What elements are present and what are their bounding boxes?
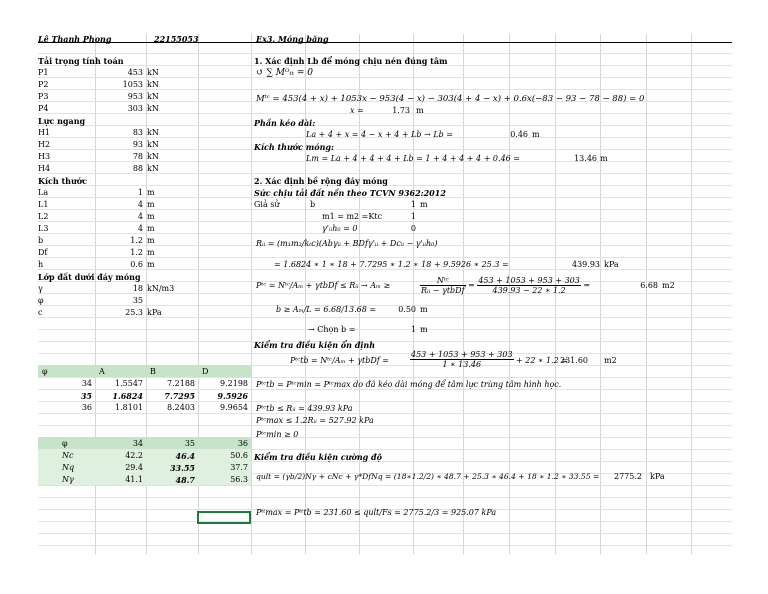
load-key: P4: [38, 104, 49, 113]
table1-header: [38, 365, 251, 377]
bmin-eq: b ≥ Aₘ/L = 6.68/13.68 =: [276, 305, 377, 314]
dim-value: 4: [137, 224, 143, 233]
qult-unit: kPa: [650, 472, 665, 481]
am-frac-den: Rᵢᵢ − γtbDf: [421, 286, 465, 295]
sec3-title: Kiểm tra điều kiện ổn định: [254, 340, 376, 350]
horizontal-title: Lực ngang: [38, 116, 86, 126]
table1-head: A: [99, 367, 105, 376]
table1-head: B: [150, 367, 156, 376]
table2-head: φ: [62, 439, 68, 448]
h-key: H2: [38, 140, 51, 149]
h-value: 83: [132, 128, 143, 137]
table1-head: φ: [42, 367, 48, 376]
load-unit: kN: [147, 104, 159, 113]
loads-title: Tải trọng tính toán: [38, 56, 124, 66]
sec4-title: Kiểm tra điều kiện cường độ: [254, 452, 382, 462]
table1-cell: 9.2198: [220, 379, 248, 388]
table2-cell: Nq: [62, 463, 75, 472]
am-lhs: Pᵗᶜ = Nᵗᶜ/Aₘ + γtbDf ≤ Rᵢᵢ → Aₘ ≥: [256, 281, 391, 290]
table2-cell: 37.7: [230, 463, 248, 472]
soil-value: 18: [132, 284, 143, 293]
soil-unit: kPa: [147, 308, 162, 317]
rii-unit: kPa: [604, 260, 619, 269]
table1-cell: 35: [80, 391, 92, 401]
table2-cell: 50.6: [230, 451, 248, 460]
load-value: 953: [127, 92, 143, 101]
h-unit: kN: [147, 164, 159, 173]
am-formula: $\frac{\text{Nᵗᶜ}}{\text{Rᵢᵢ − γtbDf}}$ = $\frac{453 + 1053 + 953 + 303}{439.93 - 22 ∗ 1.2}$ =: [421, 276, 591, 295]
h-value: 88: [132, 164, 143, 173]
rii-formula: Rᵢᵢ = (m₁m₂/kₜc)(Abγᵢᵢ + BDfγ'ᵢᵢ + Dcᵢᵢ − γ'ᵢᵢh₀): [256, 239, 438, 248]
load-key: P3: [38, 92, 49, 101]
load-unit: kN: [147, 92, 159, 101]
am-den: 439.93 − 22 ∗ 1.2: [492, 286, 566, 295]
table1-cell: 1.8101: [115, 403, 143, 412]
load-value: 453: [127, 68, 143, 77]
gh-value: 0: [410, 224, 416, 233]
table2-head: 36: [237, 439, 248, 448]
check-3: Pᵗᶜmin ≥ 0: [256, 430, 299, 439]
b-label: b: [310, 200, 316, 209]
table2-cell: 48.7: [175, 475, 195, 485]
h-unit: kN: [147, 128, 159, 137]
lb-value: 0.46: [510, 130, 528, 139]
table2-cell: Nc: [62, 451, 74, 460]
exercise-title: Ex3. Móng băng: [256, 34, 329, 44]
x-label: x =: [350, 106, 364, 115]
rii-calc: = 1.6824 ∗ 1 ∗ 18 + 7.7295 ∗ 1.2 ∗ 18 + 9.5926 ∗ 25.3 =: [274, 260, 509, 269]
table2-head: 34: [132, 439, 143, 448]
dim-unit: m: [147, 188, 155, 197]
soil-key: c: [38, 308, 43, 317]
dim-key: h: [38, 260, 44, 269]
load-unit: kN: [147, 68, 159, 77]
b-assumed-unit: m: [420, 200, 428, 209]
x-value: 1.73: [392, 106, 410, 115]
dims-title: Kích thước: [38, 176, 87, 186]
table1-cell: 36: [81, 403, 92, 412]
dim-unit: m: [147, 212, 155, 221]
author-name: Lê Thanh Phong: [38, 34, 112, 44]
ptb-num: 453 + 1053 + 953 + 303: [411, 350, 513, 359]
table1-cell: 34: [81, 379, 92, 388]
gh-label: γ'ᵢᵢh₀ = 0: [322, 224, 358, 233]
qult-value: 2775.2: [614, 472, 642, 481]
moment-eq: ↺ ∑ Mᴼₜₜ = 0: [256, 68, 313, 78]
overhang-eq: La + 4 + x = 4 − x + 4 + Lb → Lb =: [306, 130, 454, 139]
table1-cell: 7.2188: [167, 379, 195, 388]
check-1: Pᵗᶜtb ≤ Rᵢᵢ = 439.93 kPa: [256, 404, 353, 413]
spreadsheet: [38, 34, 732, 554]
table1-cell: 1.6824: [112, 391, 143, 401]
ptb-lhs: Pᵗᶜtb = Nᵗᶜ/Aₘ + γtbDf =: [290, 356, 389, 365]
table2-cell: 42.2: [125, 451, 143, 460]
table2-head: 35: [184, 439, 195, 448]
sec2-subtitle: Sức chịu tải đất nền theo TCVN 9362:2012: [254, 188, 446, 198]
load-value: 1053: [122, 80, 143, 89]
load-key: P2: [38, 80, 49, 89]
am-value: 6.68: [640, 281, 658, 290]
soil-key: γ: [38, 284, 43, 293]
soil-key: φ: [38, 296, 44, 305]
table1-cell: 9.5926: [217, 391, 248, 401]
ptb-tail: + 22 ∗ 1.2 =: [516, 356, 568, 365]
lm-value: 13.46: [574, 154, 597, 163]
load-key: P1: [38, 68, 49, 77]
check-2: Pᵗᶜmax ≤ 1.2Rᵢᵢ = 527.92 kPa: [256, 416, 374, 425]
size-title: Kích thước móng:: [254, 142, 334, 152]
table2-cell: 46.4: [175, 451, 195, 461]
soil-unit: kN/m3: [147, 284, 175, 293]
dim-key: b: [38, 236, 44, 245]
student-id: 22155053: [154, 34, 199, 44]
assume-label: Giả sử: [254, 200, 280, 209]
bmin-value: 0.50: [398, 305, 416, 314]
table2-cell: 33.55: [169, 463, 195, 473]
h-key: H1: [38, 128, 51, 137]
rii-value: 439.93: [572, 260, 600, 269]
dim-unit: m: [147, 224, 155, 233]
h-value: 93: [132, 140, 143, 149]
equality-note: Pᵗᶜtb = Pᵗᶜmin = Pᵗᶜmax do đã kéo dài móng để tâm lực trùng tâm hình học.: [256, 380, 562, 389]
dim-value: 1: [137, 188, 143, 197]
load-unit: kN: [147, 80, 159, 89]
x-unit: m: [416, 106, 424, 115]
table1-head: D: [202, 367, 209, 376]
soil-value: 25.3: [125, 308, 143, 317]
soil-title: Lớp đất dưới đáy móng: [38, 272, 141, 282]
dim-value: 4: [137, 212, 143, 221]
b-assumed: 1: [410, 200, 416, 209]
table1-cell: 1.5547: [115, 379, 143, 388]
ptb-fraction: [410, 350, 514, 369]
qult-eq: qult = (γb/2)Nγ + cNc + γ*DfNq = (18∗1.2/2) ∗ 48.7 + 25.3 ∗ 46.4 + 18 ∗ 1.2 ∗ 33.55 =: [256, 472, 600, 481]
size-eq: Lm = La + 4 + 4 + 4 + Lb = 1 + 4 + 4 + 4 + 0.46 =: [306, 154, 520, 163]
m-value: 1: [410, 212, 416, 221]
dim-value: 1.2: [130, 236, 143, 245]
h-unit: kN: [147, 140, 159, 149]
table1-cell: 9.9654: [220, 403, 248, 412]
table2-cell: Nγ: [62, 475, 74, 484]
table1-cell: 7.7295: [164, 391, 195, 401]
dim-key: La: [38, 188, 49, 197]
dim-unit: m: [147, 248, 155, 257]
dim-value: 0.6: [130, 260, 143, 269]
dim-value: 4: [137, 200, 143, 209]
selected-cell[interactable]: [197, 511, 251, 524]
table2-cell: 29.4: [125, 463, 143, 472]
am-frac-num: Nᵗᶜ: [420, 276, 466, 286]
choose-value: 1: [410, 325, 416, 334]
overhang-title: Phần kéo dài:: [254, 118, 316, 128]
ptb-unit: m2: [604, 356, 617, 365]
am-unit: m2: [662, 281, 675, 290]
sec2-title: 2. Xác định bề rộng đáy móng: [254, 176, 388, 186]
choose-unit: m: [420, 325, 428, 334]
h-key: H3: [38, 152, 51, 161]
lm-unit: m: [600, 154, 608, 163]
choose-label: → Chọn b =: [308, 325, 356, 334]
am-num: 453 + 1053 + 953 + 303: [478, 276, 580, 285]
lb-unit: m: [532, 130, 540, 139]
dim-key: L2: [38, 212, 49, 221]
m-label: m1 = m2 =Ktc: [322, 212, 383, 221]
dim-unit: m: [147, 260, 155, 269]
table2-cell: 56.3: [230, 475, 248, 484]
ptb-den: 1 ∗ 13.46: [442, 360, 482, 369]
soil-value: 35: [132, 296, 143, 305]
moment-expansion: Mᵗᶜ = 453(4 + x) + 1053x − 953(4 − x) − 303(4 + 4 − x) + 0.6x(−83 − 93 − 78 − 88) = 0: [256, 94, 645, 104]
h-value: 78: [132, 152, 143, 161]
bmin-unit: m: [420, 305, 428, 314]
dim-unit: m: [147, 236, 155, 245]
table1-cell: 8.2403: [167, 403, 195, 412]
h-key: H4: [38, 164, 51, 173]
ptb-value: 231.60: [560, 356, 588, 365]
table2-cell: 41.1: [125, 475, 143, 484]
dim-unit: m: [147, 200, 155, 209]
load-value: 303: [127, 104, 143, 113]
dim-value: 1.2: [130, 248, 143, 257]
pmax-eq: Pᵗᵗmax = Pᵗᵗtb = 231.60 ≤ qult/Fs = 2775.2/3 = 925.07 kPa: [256, 508, 497, 517]
dim-key: Df: [38, 248, 48, 257]
dim-key: L3: [38, 224, 49, 233]
sec1-title: 1. Xác định Lb để móng chịu nén đúng tâm: [254, 56, 448, 66]
h-unit: kN: [147, 152, 159, 161]
dim-key: L1: [38, 200, 49, 209]
